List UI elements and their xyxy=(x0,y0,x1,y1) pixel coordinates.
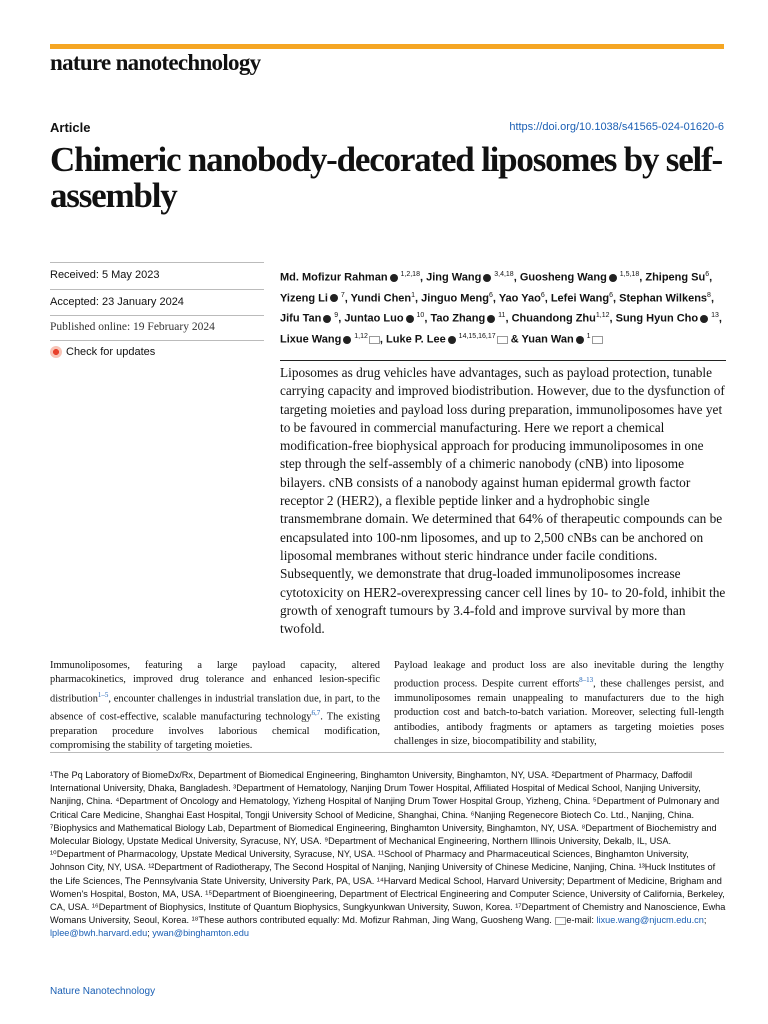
author-affiliation: 3,4,18 xyxy=(492,271,514,278)
body-text: . The existing preparation procedure involves laborious chemical modification, compromising the stability of targeting moieties. xyxy=(50,711,380,752)
author-name[interactable]: , Sung Hyun Cho xyxy=(609,312,699,325)
orcid-icon[interactable] xyxy=(390,274,398,282)
abstract: Liposomes as drug vehicles have advantages, such as payload protection, tunable carrying capacity and improved biodistribution. However, due to the dysfunction of targeting moieties and payload loss during preparation, immunoliposomes have yet to be favoured in commercial manufacturing. Here we report a chemical modification-free biophysical approach for producing immunoliposomes in one step through the self-assembly of a chimeric nanobody (cNB) into liposome bilayers. cNB consists of a nanobody against human epidermal growth factor receptor 2 (HER2), a flexible peptide linker and a hydrophobic single transmembrane domain. We determined that 64% of therapeutic compounds can be encapsulated into 100-nm liposomes, and up to 2,500 cNBs can be anchored on liposomal membranes without steric hindrance under facile conditions. Subsequently, we demonstrate that drug-loaded immunoliposomes increase cytotoxicity on HER2-overexpressing cancer cell lines by 10- to 20-fold, inhibit the growth of xenograft tumours by 3.4-fold and improve survival by more than twofold. xyxy=(280,365,726,637)
author-name[interactable]: Md. Mofizur Rahman xyxy=(280,271,388,284)
author-affiliation: 6 xyxy=(705,271,710,278)
orcid-icon[interactable] xyxy=(576,336,584,344)
orcid-icon[interactable] xyxy=(487,315,495,323)
meta-divider xyxy=(50,262,264,263)
doi-link[interactable]: https://doi.org/10.1038/s41565-024-01620-6 xyxy=(509,121,724,133)
footer-journal-name[interactable]: Nature Nanotechnology xyxy=(50,986,156,997)
envelope-icon[interactable] xyxy=(369,336,380,344)
author-name[interactable]: , Jinguo Meng xyxy=(415,292,489,305)
author-affiliation: 1,2,18 xyxy=(398,271,420,278)
author-name[interactable]: , Yizeng Li xyxy=(280,271,713,305)
orcid-icon[interactable] xyxy=(323,315,331,323)
author-name[interactable]: , Lixue Wang xyxy=(280,312,722,346)
envelope-icon xyxy=(555,917,566,925)
orcid-icon[interactable] xyxy=(343,336,351,344)
citation-link[interactable]: 1–5 xyxy=(97,690,109,699)
accepted-date: Accepted: 23 January 2024 xyxy=(50,296,184,308)
check-for-updates-button[interactable] xyxy=(50,346,155,358)
author-affiliation: 1,12 xyxy=(352,332,368,340)
journal-accent-bar xyxy=(50,44,724,49)
author-name[interactable]: , Guosheng Wang xyxy=(513,271,607,284)
email-link[interactable]: lplee@bwh.harvard.edu xyxy=(50,928,148,939)
envelope-icon[interactable] xyxy=(497,336,508,344)
author-affiliation: 6 xyxy=(540,291,545,299)
author-affiliation: 1 xyxy=(411,291,416,299)
check-updates-icon xyxy=(50,346,62,358)
email-link[interactable]: lixue.wang@njucm.edu.cn xyxy=(596,915,704,926)
body-column-right xyxy=(394,659,724,749)
meta-divider xyxy=(50,340,264,341)
author-affiliation: 6 xyxy=(489,291,493,299)
footnote-divider xyxy=(50,752,724,753)
body-text: , these challenges persist, and immunoliposomes remain unappealing to manufacturers due to the high production cost and batch-to-batch variation. Moreover, selecting full-length antibodies, antibody fragments or aptamers as targeting moieties poses challenges in size, biocompatibility and stability, xyxy=(394,678,724,747)
body-text: Immunoliposomes, featuring a large payload capacity, altered pharmacokinetics, improved drug tolerance and enhanced lesion-specific distribution xyxy=(50,660,380,705)
author-name[interactable]: , Luke P. Lee xyxy=(379,333,446,346)
body-text: Payload leakage and product loss are also inevitable during the lengthy production process. Despite current efforts xyxy=(394,660,724,690)
author-affiliation: 9 xyxy=(332,312,339,320)
received-date: Received: 5 May 2023 xyxy=(50,269,160,281)
author-list xyxy=(280,266,726,349)
orcid-icon[interactable] xyxy=(483,274,491,282)
meta-divider xyxy=(50,315,264,316)
author-affiliation: 10 xyxy=(414,312,425,320)
author-affiliation: 1 xyxy=(584,332,591,340)
author-affiliation: 6 xyxy=(609,291,613,299)
affiliations-text: ¹The Pq Laboratory of BiomeDx/Rx, Department of Biomedical Engineering, Binghamton University, Binghamton, NY, USA. ²Department of Pharmacy, Daffodil International University, Dhaka, Bangladesh. ³Department of Hematology, Nanjing Drum Tower Hospital, Affiliated Hospital of Medical School, Nanjing University, Nanjing, China. ⁴Department of Oncology and Hematology, Yizheng Hospital of Nanjing Drum Tower Hospital Group, Yizheng, China. ⁵Department of Pulmonary and Critical Care Medicine, Shanghai East Hospital, Tongji University School of Medicine, Shanghai, China. ⁶Nanjing Regenecore Biotech Co. Ltd., Nanjing, China. ⁷Biophysics and Mathematical Biology Lab, Department of Biomedical Engineering, Binghamton University, Binghamton, NY, USA. ⁸Department of Biochemistry and Molecular Biology, Upstate Medical University, Syracuse, NY, USA. ⁹Department of Mechanical Engineering, Northern Illinois University, Dekalb, IL, USA. ¹⁰Department of Pharmacology, Upstate Medical University, Syracuse, NY, USA. ¹¹School of Pharmacy and Pharmaceutical Sciences, Binghamton University, Johnson City, NY, USA. ¹²Department of Radiotherapy, The Second Hospital of Nanjing, Nanjing University of Chinese Medicine, Nanjing, China. ¹³Huck Institutes of the Life Sciences, The Pennsylvania State University, University Park, PA, USA. ¹⁴Harvard Medical School, Harvard University; Department of Medicine, Brigham and Women's Hospital, Boston, MA, USA. ¹⁵Department of Bioengineering, Department of Electrical Engineering and Computer Science, University of California, Berkeley, CA, USA. ¹⁶Department of Biophysics, Institute of Quantum Biophysics, Sungkyunkwan University, Suwon, Korea. ¹⁷Department of Chemistry and Nanoscience, Ewha Womans University, Seoul, Korea. ¹⁸These authors contributed equally: Md. Mofizur Rahman, Jing Wang, Guosheng Wang. xyxy=(50,770,726,926)
envelope-icon[interactable] xyxy=(592,336,603,344)
affiliations xyxy=(50,769,726,941)
article-type: Article xyxy=(50,120,91,135)
body-column-left xyxy=(50,659,380,754)
author-name[interactable]: , Chuandong Zhu xyxy=(505,312,596,325)
author-name[interactable]: , Lefei Wang xyxy=(544,292,610,305)
author-name[interactable]: , Jifu Tan xyxy=(280,292,715,325)
body-text: , encounter challenges in industrial translation due, in part, to the absence of cost-effective, scalable manufacturing technology xyxy=(50,693,380,723)
author-affiliation: 1,5,18 xyxy=(617,271,640,278)
email-label: e-mail: xyxy=(566,915,597,926)
author-affiliation: 14,15,16,17 xyxy=(456,332,496,340)
author-name[interactable]: , Jing Wang xyxy=(419,271,482,284)
author-affiliation: 8 xyxy=(707,291,711,299)
citation-link[interactable]: 6,7 xyxy=(311,709,321,718)
orcid-icon[interactable] xyxy=(700,315,708,323)
abstract-divider xyxy=(280,360,726,361)
journal-name[interactable]: nature nanotechnology xyxy=(50,50,261,75)
author-name[interactable]: , Zhipeng Su xyxy=(639,271,706,284)
author-affiliation: 13 xyxy=(709,312,719,320)
author-name[interactable]: , Yundi Chen xyxy=(344,292,412,305)
email-separator: ; xyxy=(147,928,153,939)
author-name[interactable]: , Juntao Luo xyxy=(338,312,404,325)
citation-link[interactable]: 8–13 xyxy=(579,676,594,685)
meta-divider xyxy=(50,289,264,290)
author-affiliation: 1,12 xyxy=(595,312,610,320)
check-for-updates-label: Check for updates xyxy=(66,346,156,358)
orcid-icon[interactable] xyxy=(406,315,414,323)
author-name[interactable]: , Tao Zhang xyxy=(424,312,486,325)
published-date: Published online: 19 February 2024 xyxy=(50,321,215,333)
orcid-icon[interactable] xyxy=(609,274,617,282)
author-affiliation: 7 xyxy=(338,291,345,299)
article-title: Chimeric nanobody-decorated liposomes by self-assembly xyxy=(50,140,722,215)
author-name[interactable]: , Stephan Wilkens xyxy=(613,292,708,305)
email-link[interactable]: ywan@binghamton.edu xyxy=(152,928,249,939)
orcid-icon[interactable] xyxy=(448,336,456,344)
author-name[interactable]: & Yuan Wan xyxy=(507,333,574,346)
email-separator: ; xyxy=(703,915,707,926)
author-affiliation: 11 xyxy=(496,312,506,320)
orcid-icon[interactable] xyxy=(330,294,338,302)
author-name[interactable]: , Yao Yao xyxy=(492,292,541,305)
